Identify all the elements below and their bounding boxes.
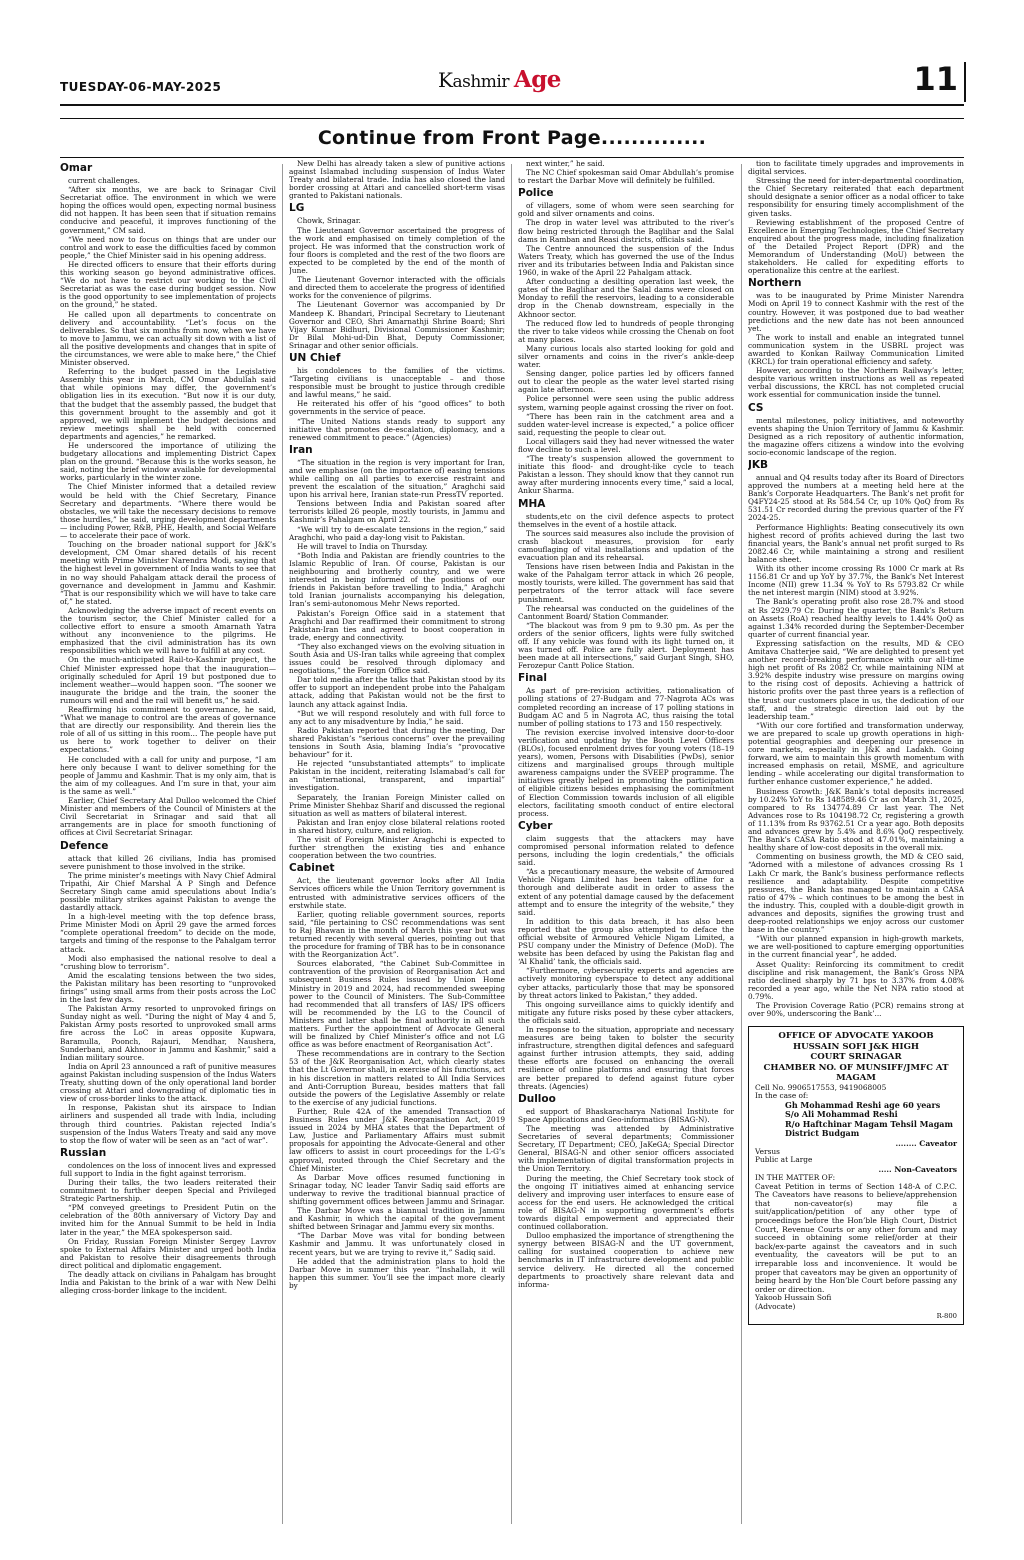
notice-text: Public at Large [755,1155,813,1165]
article-paragraph: claim suggests that the attackers may have compromised personal information related to defence persons, including the login credentials,” the officials said. [518,833,734,868]
article-paragraph: “The situation in the region is very important for Iran, and we emphasise (on the importance of) easing tensions while calling on all parties to exercise restraint and prevent the escalation of the situation,” Araghchi said upon his arrival here, Iranian state-run PressTV reported. [289,457,505,500]
article-paragraph: The Bank’s operating profit also rose 28.7% and stood at Rs 2929.79 Cr. During the quarter, the Bank’s Return on Assets (RoA) reached healthy levels to 1.44% QoQ as against 1.34% recorded during the September-December quarter of current financial year. [748,597,964,639]
article-heading: Police [518,187,554,200]
article-paragraph: Radio Pakistan reported that during the meeting, Dar shared Pakistan’s “serious concerns” over the prevailing tensions in South Asia, blaming India’s “provocative behaviour” for it. [289,725,505,760]
article-paragraph: next winter,” he said. [526,160,605,168]
article-paragraph: In response to the situation, appropriate and necessary measures are being taken to bolster the security infrastructure, strengthen digital defences and safeguard against further intrusion attempts, they said, adding these efforts are focused on enhancing the overall resilience of online platforms and ensuring that forces are better prepared to defend against future cyber threats. (Agencies) [518,1025,734,1091]
article-paragraph: Referring to the budget passed in the Legislative Assembly this year in March, CM Omar Abdullah said that while opinions may differ, the government’s obligation lies in its execution. “But now it is our duty, that the budget that the assembly passed, the budget that this government brought to the assembly and got it approved, we will implement the budget decisions and review meetings shall be held with concerned departments and agencies,” he remarked. [60,367,276,441]
article-paragraph: “We will try to de-escalate tensions in the region,” said Araghchi, who paid a day-long visit to Pakistan. [289,524,505,542]
section-title: Continue from Front Page.............. [317,127,707,149]
article-paragraph: Asset Quality: Reinforcing its commitment to credit discipline and risk management, the Bank’s Gross NPA ratio declined sharply by 71 bps to 3.37% from 4.08% recorded a year ago, while the Net NPA ratio stood at 0.79%. [748,959,964,1001]
notice-body: Caveat Petition in terms of Section 148-A of C.P.C. The Caveators have reasons to believe/apprehension that non-caveator(s) may file a suit/application/petition of any other type of proceedings before the Hon’ble High Court, District Court, Revenue Courts or any other forum and may succeed in obtaining some relief/order at their back/ex-parte against the caveators and in such eventuality, the caveators will be put to an irreparable loss and inconvenience. It would be proper that caveators may be given an opportunity of being heard by the Hon’ble Court before passing any order or direction. [755,1181,957,1294]
article-heading: LG [289,202,305,215]
notice-role: (Advocate) [755,1301,796,1311]
article-heading: MHA [518,497,546,510]
article-paragraph: As Darbar Move offices resumed functioning in Srinagar today, NC leader Tanvir Sadiq said efforts are underway to revive the traditional biannual practice of shifting government offices between Jammu and Srinagar. [289,1172,505,1206]
article-paragraph: This ongoing surveillance aims to quickly identify and mitigate any future risks posed by these cyber attackers, the officials said. [518,999,734,1025]
article-paragraph: He reiterated his offer of his “good offices” to both governments in the service of peace. [289,399,505,417]
article-columns [60,160,964,1530]
article-paragraph: Local villagers said they had never witnessed the water flow decline to such a level. [518,436,734,454]
article-paragraph: Expressing satisfaction on the results, MD & CEO Amitava Chatterjee said, “We are delighted to present yet another record-breaking performance with our all-time high net profit of Rs 2082 Cr, while maintaining NIM at 3.92% despite industry wise pressure on margins owing to the rising cost of deposits. Achieving a hattrick of historic profits over the past three years is a reflection of the trust our customers place in us, the dedication of our staff, and the strategic direction laid out by the leadership team.” [748,638,964,721]
logo-ashmir: ashmir [452,72,514,92]
notice-caveator: ........ Caveator [895,1138,957,1148]
article-paragraph: “The blackout was from 9 pm to 9.30 pm. As per the orders of the senior officers, lights were fully switched off. If any vehicle was found with its light turned on, it was turned off. Police are fully alert. Deployment has been made at all intersections,” said Gurjant Singh, SHO, Ferozepur Cantt Police Station. [518,620,734,671]
newspaper-logo [438,66,561,93]
page-number: 11 [913,60,958,98]
article-paragraph: Sensing danger, police parties led by officers fanned out to clear the people as the water level started rising again late afternoon. [518,369,734,395]
article-paragraph: current challenges. [68,176,140,185]
article-paragraph: Amid the escalating tensions between the two sides, the Pakistan military has been resorting to “unprovoked firings” using small arms from their posts across the LoC in the last few days. [60,970,276,1005]
article-paragraph: “The Darbar Move was vital for bonding between Kashmir and Jammu. It was unfortunately closed in recent years, but we are trying to revive it,” Sadiq said. [289,1231,505,1257]
article-heading: CS [748,401,764,414]
article-paragraph: The Chief Minister informed that a detailed review would be held with the Chief Secretary, Finance Secretary and departments. “Where there would be obstacles, we will take the necessary decisions to remove those hurdles,” he said, urging development departments — including Power, R&B, PHE, Health, and Social Welfare — to accelerate their pace of work. [60,482,276,541]
article-paragraph: “They also exchanged views on the evolving situation in South Asia and US-Iran talks while agreeing that complex issues could be resolved through diplomacy and negotiations,” the Foreign Office said. [289,641,505,676]
article-heading: Northern [748,277,802,290]
article-paragraph: In response, Pakistan shut its airspace to Indian airliners and suspended all trade with India, including through third countries. Pakistan rejected India’s suspension of the Indus Waters Treaty and said any move to stop the flow of water will be seen as an “act of war”. [60,1103,276,1145]
issue-date: TUESDAY-06-MAY-2025 [60,80,222,94]
notice-party: S/o Ali Mohammad Reshi [785,1109,898,1120]
notice-title: COURT SRINAGAR [810,1052,902,1063]
article-paragraph: “We need now to focus on things that are under our control and work to ease the difficulties faced by common people,” the Chief Minister said in his opening address. [60,234,276,260]
article-paragraph: The Centre announced the suspension of the Indus Waters Treaty, which has governed the use of the Indus river and its tributaries between India and Pakistan since 1960, in wake of the April 22 Pahalgam attack. [518,243,734,278]
article-paragraph: The drop in water level was attributed to the river’s flow being restricted through the Baglihar and the Salal dams in Ramban and Reasi districts, officials said. [518,218,734,244]
article-paragraph: “The treaty’s suspension allowed the government to initiate this flood- and drought-like cycle to teach Pakistan a lesson. They should know that they cannot run away after murdering innocents every time,” said a local, Ankur Sharma. [518,454,734,496]
article-paragraph: of villagers, some of whom were seen searching for gold and silver ornaments and coins. [518,201,734,219]
article-paragraph: “With our planned expansion in high-growth markets, we are well-positioned to capture emerging opportunities in the current financial year”, he added. [748,934,964,960]
article-paragraph: Police personnel were seen using the public address system, warning people against crossing the river on foot. [518,394,734,412]
notice-non-caveators: ..... Non-Caveators [878,1165,957,1175]
article-paragraph: Earlier, quoting reliable government sources, reports said, “file pertaining to CSC recommendations was sent to Raj Bhawan in the month of March this year but was returned recently with several queries, pointing out that the procedure for framing of TBR has to be in consonance with the Reorganization Act”. [289,909,505,960]
article-paragraph: was to be inaugurated by Prime Minister Narendra Modi on April 19 to connect Kashmir with the rest of the country. However, it was postponed due to bad weather predictions and the new date has not been announced yet. [748,291,964,333]
article-paragraph: annual and Q4 results today after its Board of Directors approved the numbers at a meeting held here at the Bank’s Corporate Headquarters. The Bank’s net profit for Q4FY24-25 stood at Rs 584.54 Cr, up 10% QoQ from Rs 531.51 Cr recorded during the previous quarter of the FY 2024-25. [748,473,964,523]
article-heading: UN Chief [289,351,341,364]
article-paragraph: Sources elaborated, “the Cabinet Sub-Committee in contravention of the provision of Reorganisation Act and subsequent Business Rules issued by Union Home Ministry in 2019 and 2024, had recommended sweeping power to the Council of Ministers. The Sub-Committee had recommended that all transfers of IAS/ IPS officers will be recommended by the LG to the Council of Ministers and latter shall be final authority in all such matters. Further the appointment of Advocate General will be finalized by Chief Minister’s office and not LG office as was before enactment of Reorganisation Act”. [289,959,505,1050]
article-paragraph: condolences on the loss of innocent lives and expressed full support to India in the fight against terrorism. [60,1160,276,1178]
article-paragraph: The prime minister’s meetings with Navy Chief Admiral Tripathi, Air Chief Marshal A P Singh and Defence Secretary Singh came amid speculations about India’s possible military strikes against Pakistan to avenge the dastardly attack. [60,870,276,913]
article-paragraph: Reviewing establishment of the proposed Centre of Excellence in Emerging Technologies, the Chief Secretary enquired about the progress made, including finalization of the Detailed Project Report (DPR) and the Memorandum of Understanding (MoU) between the stakeholders. He called for expediting efforts to operationalize this centre at the earliest. [748,217,964,276]
notice-party: R/o Haftchinar Magam Tehsil Magam [785,1118,953,1129]
article-paragraph: Tensions have risen between India and Pakistan in the wake of the Pahalgam terror attack in which 26 people, mostly tourists, were killed. The government has said that perpetrators of the terror attack will face severe punishment. [518,562,734,604]
article-paragraph: “With our core fortified and transformation underway, we are prepared to scale up growth operations in high-potential geographies and deepening our presence in core markets, especially in J&K and Ladakh. Going forward, we aim to maintain this growth momentum with increased emphasis on retail, MSME, and agriculture lending – while accelerating our digital transformation to further enhance customer experience,” he added. [748,720,964,787]
article-paragraph: However, according to the Northern Railway’s letter, despite various written instructions as well as repeated verbal discussions, the KRCL has not completed crucial work essential for communication inside the tunnel. [748,366,964,400]
article-heading: Iran [289,443,313,456]
article-paragraph: The reduced flow led to hundreds of people thronging the river to take videos while crossing the Chenab on foot at many places. [518,318,734,344]
article-paragraph: “After six months, we are back to Srinagar Civil Secretariat office. The environment in which we were hoping the offices would open, expecting normal business did not happen. It has been seen that if situation remains conducive and peaceful, it improves functioning of the government,” CM said. [60,185,276,235]
notice-text: IN THE MATTER OF: [755,1173,836,1183]
notice-party: Gh Mohammad Reshi age 60 years [785,1099,941,1110]
column-2 [289,160,505,1530]
article-paragraph: Pakistan and Iran enjoy close bilateral relations rooted in shared history, culture, and religion. [289,817,505,835]
article-paragraph: Tensions between India and Pakistan soared after terrorists killed 26 people, mostly tourists, in Jammu and Kashmir’s Pahalgam on April 22. [289,499,505,525]
article-paragraph: Act, the lieutenant governor looks after All India Services officers while the Union Territory government is entrusted with administrative services officers of the erstwhile state. [289,876,505,910]
article-paragraph: Further, Rule 42A of the amended Transaction of Business Rules under J&K Reorganisation Act, 2019 issued in 2024 by MHA states that the Department of Law, Justice and Parliamentary Affairs must submit proposals for appointing the Advocate-General and other law officers to assist in court proceedings for the L-G’s approval, routed through the Chief Secretary and the Chief Minister. [289,1106,505,1173]
article-paragraph: He called upon all departments to concentrate on delivery and accountability. “Let’s focus on the deliverables. So that six months from now, when we have to move to Jammu, we can actually sit down with a list of all the positive developments and changes that in spite of the circumstances, we were able to make here,” the Chief Minister observed. [60,309,276,368]
article-paragraph: On Friday, Russian Foreign Minister Sergey Lavrov spoke to External Affairs Minister and urged both India and Pakistan to resolve their disagreements through direct political and diplomatic engagement. [60,1236,276,1270]
notice-text: Versus [755,1146,780,1156]
article-paragraph: “There has been rain in the catchment area and a sudden water-level increase is expected,” a police officer said, requesting the people to clear out. [518,411,734,437]
article-paragraph: The Lieutenant Governor was accompanied by Dr Mandeep K. Bhandari, Principal Secretary to Lieutenant Governor and CEO, Shri Amarnathji Shrine Board; Shri Vijay Kumar Bidhuri, Divisional Commissioner Kashmir; Dr Bilal Mohi-ud-Din Bhat, Deputy Commissioner, Srinagar and other senior officials. [289,300,505,350]
article-paragraph: Commenting on business growth, the MD & CEO said, “Adorned with a milestone of advances crossing Rs 1 Lakh Cr mark, the Bank’s business performance reflects resilience and adaptability. Despite competitive pressures, the Bank has managed to maintain a CASA ratio of 47% – which continues to be among the best in the industry. This, coupled with a double-digit growth in advances and deposits, signifies the growing trust and deep-rooted relationships we enjoy across our customer base in the country.” [748,852,964,935]
article-paragraph: mental milestones, policy initiatives, and noteworthy events shaping the Union Territory of Jammu & Kashmir. Designed as a rich repository of authentic information, the magazine offers citizens a window into the evolving socio-economic landscape of the region. [748,415,964,457]
notice-title: MAGAM [836,1073,876,1084]
article-paragraph: In a high-level meeting with the top defence brass, Prime Minister Modi on April 29 gave the armed forces “complete operational freedom” to decide on the mode, targets and timing of the response to the Pahalgam terror attack. [60,912,276,954]
notice-signatory: Yakoob Hussain Sofi [755,1293,832,1303]
notice-party: District Budgam [785,1128,860,1139]
notice-phone: Cell No. 9906517553, 9419068005 [755,1082,887,1092]
article-paragraph: Chowk, Srinagar. [297,216,361,226]
column-divider [282,164,283,1524]
article-paragraph: The visit of Foreign Minister Araghchi is expected to further strengthen the existing ties and enhance cooperation between the two countries. [289,835,505,861]
article-paragraph: tion to facilitate timely upgrades and improvements in digital services. [748,160,964,177]
article-paragraph: “Furthermore, cybersecurity experts and agencies are actively monitoring cyberspace to detect any additional cyber attacks, particularly those that may be sponsored by threat actors linked to Pakistan,” they added. [518,966,734,1000]
article-paragraph: his condolences to the families of the victims. “Targeting civilians is unacceptable – and those responsible must be brought to justice through credible and lawful means,” he said. [289,365,505,400]
article-heading: Cabinet [289,862,335,875]
column-divider [511,164,512,1524]
section-banner [60,118,964,158]
article-paragraph: With its other income crossing Rs 1000 Cr mark at Rs 1156.81 Cr and up YoY by 37.7%, the Bank’s Net Interest Income (NII) grew 11.34 % YoY to Rs 5793.82 Cr while the net interest margin (NIM) stood at 3.92%. [748,564,964,598]
article-paragraph: Reaffirming his commitment to governance, he said, “What we manage to control are the areas of governance that are directly our responsibility. And therein lies the role of all of us sitting in this room… The people have put us here to work together to deliver on their expectations.” [60,705,276,755]
article-paragraph: “The United Nations stands ready to support any initiative that promotes de-escalation, diplomacy, and a renewed commitment to peace.” (Agencies) [289,416,505,442]
article-heading: Russian [60,1146,107,1159]
article-paragraph: The Darbar Move was a biannual tradition in Jammu and Kashmir, in which the capital of the government shifted between Srinagar and Jammu every six months. [289,1206,505,1232]
article-paragraph: During the meeting, the Chief Secretary took stock of the ongoing IT initiatives aimed at enhancing service delivery and improving user interfaces to ensure ease of access for the end users. He acknowledged the critical role of BISAG-N in supporting government’s efforts towards digital empowerment and appreciated their continued collaboration. [518,1173,734,1232]
column-3 [518,160,734,1530]
article-paragraph: These recommendations are in contrary to the Section 53 of the J&K Reorganisation Act, which clearly states that the Lt Governor shall, in exercise of his functions, act in his discretion in matters related to All India Services and Anti-Corruption Bureau, besides matters that fall outside the powers of the Legislative Assembly or relate to the exercise of any judicial functions. [289,1049,505,1107]
article-paragraph: The deadly attack on civilians in Pahalgam has brought India and Pakistan to the brink of a war with New Delhi alleging cross-border linkage to the incident. [60,1270,276,1296]
article-paragraph: students,etc on the civil defence aspects to protect themselves in the event of a hostile attack. [518,511,734,529]
article-paragraph: The work to install and enable an integrated tunnel communication system in the USBRL project was awarded to Konkan Railway Communication Limited (KRCL) for train operational efficiency and safety. [748,332,964,367]
article-heading: Cyber [518,819,553,832]
article-paragraph: He concluded with a call for unity and purpose, “I am here only because I want to deliver something for the people of Jammu and Kashmir. That is my only aim, that is the aim of my colleagues. And I’m sure in that, your aim is the same as well.” [60,754,276,796]
notice-title: OFFICE OF ADVOCATE YAKOOB [778,1031,934,1042]
article-paragraph: On the much-anticipated Rail-to-Kashmir project, the Chief Minister expressed hope that the inauguration—originally scheduled for April 19 but postponed due to inclement weather—would happen soon. “The sooner we inaugurate the bridge and the train, the sooner the rumours will end and the rail will benefit us,” he said. [60,655,276,705]
notice-code: R-800 [936,1311,957,1320]
header-divider [964,62,966,102]
article-paragraph: Earlier, Chief Secretary Atal Dulloo welcomed the Chief Minister and members of the Council of Ministers at the Civil Secretariat in Srinagar and said that all arrangements are in place for smooth functioning of offices at Civil Secretariat Srinagar. [60,796,276,838]
article-paragraph: India on April 23 announced a raft of punitive measures against Pakistan including suspension of the Indus Waters Treaty, shutting down of the only operational land border crossing at Attari and downgrading of diplomatic ties in view of cross-border links to the attack. [60,1061,276,1104]
article-paragraph: The Lieutenant Governor interacted with the officials and directed them to accelerate the progress of identified works for the convenience of pilgrims. [289,275,505,301]
column-divider [741,164,742,1524]
article-heading: Defence [60,839,109,852]
article-paragraph: Business Growth: J&K Bank’s total deposits increased by 10.24% YoY to Rs 148589.46 Cr as on March 31, 2025, compared to Rs 134774.89 Cr last year. The Net Advances rose to Rs 104198.72 Cr, registering a growth of 11.13% from Rs 93762.51 Cr a year ago. Both deposits and advances grew by 5.4% and 8.6% QoQ respectively. The Bank’s CASA Ratio stood at 47.01%, maintaining a healthy share of low-cost deposits in the overall mix. [748,786,964,853]
article-paragraph: The Lieutenant Governor ascertained the progress of the work and emphasised on timely completion of the project. He was informed that the construction work of four floors is completed and the rest of the two floors are expected to be completed by the end of the month of June. [289,225,505,276]
article-paragraph: He directed officers to ensure that their efforts during this working season go beyond administrative offices. “We do not have to restrict our working to the Civil Secretariat as was the case during budget session. Now is the good opportunity to see implementation of projects on the ground,” he stated. [60,259,276,310]
article-paragraph: After conducting a desilting operation last week, the gates of the Baglihar and the Salal dams were closed on Monday to refill the reservoirs, leading to a considerable drop in the Chenab downstream, especially in the Akhnoor sector. [518,277,734,319]
article-paragraph: Performance Highlights: Beating consecutively its own highest record of profits achieved during the last two financial years, the Bank’s annual net profit surged to Rs 2082.46 Cr, while maintaining a strong and resilient balance sheet. [748,522,964,564]
column-4 [748,160,964,1530]
article-paragraph: The sources said measures also include the provision of crash blackout measures, provision for early camouflaging of vital installations and updation of the evacuation plan and its rehearsal. [518,528,734,563]
article-paragraph: Touching on the broader national support for J&K’s development, CM Omar shared details of his recent meeting with Prime Minister Narendra Modi, saying that the highest level in government of India wants to see that in no way should Pahalgam attack derail the process of governance and development in Jammu and Kashmir. “That is our responsibility which we will have to take care of,” he stated. [60,540,276,606]
article-paragraph: Stressing the need for inter-departmental coordination, the Chief Secretary reiterated that each department should designate a senior officer as a nodal officer to take responsibility for ensuring timely accomplishment of the given tasks. [748,176,964,218]
article-paragraph: “Both India and Pakistan are friendly countries to the Islamic Republic of Iran. Of course, Pakistan is our neighbouring and brotherly country, and we were interested in being informed of the positions of our friends in Pakistan before travelling to India,” Araghchi told Iranian journalists accompanying his delegation, Iran’s semi-autonomous Mehr News reported. [289,550,505,609]
article-paragraph: Acknowledging the adverse impact of recent events on the tourism sector, the Chief Minister called for a collective effort to ensure a smooth Amarnath Yatra without any inconvenience to the pilgrims. He emphasized that the civil administration has its own responsibilities which we will have to fulfill at any cost. [60,605,276,656]
article-paragraph: New Delhi has already taken a slew of punitive actions against Islamabad including suspension of Indus Water Treaty and bilateral trade. India has also closed the land border crossing at Attari and cancelled short-term visas granted to Pakistani nationals. [289,160,505,201]
notice-title: HUSSAIN SOFI J&K HIGH [792,1041,920,1052]
article-paragraph: The rehearsal was conducted on the guidelines of the Cantonment Board/ Station Commander. [518,603,734,621]
article-paragraph: In addition to this data breach, it has also been reported that the group also attempted to deface the official website of Armoured Vehicle Nigam Limited, a PSU company under the Ministry of Defence (MoD). The website has been defaced by using the Pakistan flag and ‘Al Khalid’ tank, the officials said. [518,916,734,967]
article-heading: Dulloo [518,1092,556,1105]
legal-notice [748,1026,964,1324]
notice-text: In the case of: [755,1091,809,1101]
notice-title: CHAMBER NO. OF MUNSIFF/JMFC AT [763,1062,949,1073]
masthead [60,62,964,102]
article-heading: JKB [748,459,769,471]
article-paragraph: The meeting was attended by Administrative Secretaries of several departments; Commissioner Secretary, IT Department; CEO, JaKeGA; Special Director General, BISAG-N and other senior officers associated with implementation of digital transformation projects in the Union Territory. [518,1123,734,1174]
column-1 [60,160,276,1530]
article-paragraph: As part of pre-revision activities, rationalisation of polling stations of 27-Budgam and 77-Nagrota ACs was completed recording an increase of 17 polling stations in Budgam AC and 5 in Nagrota AC, thus raising the total number of polling stations to 173 and 150 respectively. [518,686,734,728]
article-paragraph: He underscored the importance of utilizing the budgetary allocations and implementing District Capex plan on the ground. “Because this is the works season, he said, noting the brief window available for developmental works, particularly in the winter zone. [60,441,276,483]
article-paragraph: He added that the administration plans to hold the Darbar Move in summer this year. “Inshallah, it will happen this summer. You’ll see the impact more clearly by [289,1256,505,1290]
article-paragraph: Pakistan’s Foreign Office said in a statement that Araghchi and Dar reaffirmed their commitment to strong Pakistan-Iran ties and agreed to boost cooperation in trade, energy and connectivity. [289,608,505,642]
article-paragraph: attack that killed 26 civilians, India has promised severe punishment to those involved in the strike. [60,853,276,871]
article-paragraph: Modi also emphasised the national resolve to deal a “crushing blow to terrorism”. [60,953,276,971]
logo-k: K [438,68,453,92]
article-paragraph: “As a precautionary measure, the website of Armoured Vehicle Nigam Limited has been taken offline for a thorough and deliberate audit in order to assess the extent of any potential damage caused by the defacement attempt and to ensure the integrity of the website,” they said. [518,867,734,917]
article-paragraph: The NC Chief spokesman said Omar Abdullah’s promise to restart the Darbar Move will definitely be fulfilled. [518,168,734,186]
article-paragraph: During their talks, the two leaders reiterated their commitment to further deepen Special and Privileged Strategic Partnership. [60,1177,276,1204]
article-paragraph: Dar told media after the talks that Pakistan stood by its offer to support an independent probe into the Pahalgam attack, adding that Pakistan would not be the first to launch any attack against India. [289,675,505,709]
article-paragraph: ed support of Bhaskaracharya National Institute for Space Applications and Geo-informatics (BISAG-N). [518,1106,734,1124]
article-paragraph: The Pakistan Army resorted to unprovoked firings on Sunday night as well. “During the night of May 4 and 5, Pakistan Army posts resorted to unprovoked small arms fire across the LoC in areas opposite Kupwara, Baramulla, Poonch, Rajauri, Mendhar, Naushera, Sunderbani, and Akhnoor in Jammu and Kashmir,” said a Indian military source. [60,1004,276,1062]
article-paragraph: “But we will respond resolutely and with full force to any act to any misadventure by India,” he said. [289,708,505,726]
article-heading: Omar [60,162,93,174]
article-paragraph: He will travel to India on Thursday. [297,541,428,551]
article-paragraph: He rejected “unsubstantiated attempts” to implicate Pakistan in the incident, reiterating Islamabad’s call for an “international, transparent, and impartial” investigation. [289,759,505,793]
article-paragraph: “PM conveyed greetings to President Putin on the celebration of the 80th anniversary of Victory Day and invited him for the Annual Summit to be held in India later in the year,” the MEA spokesperson said. [60,1203,276,1237]
article-paragraph: The Provision Coverage Ratio (PCR) remains strong at over 90%, underscoring the Bank’... [748,1001,964,1019]
article-paragraph: The revision exercise involved intensive door-to-door verification and updating by the Booth Level Officers (BLOs), focused enrolment drives for young voters (18–19 years), women, Persons with Disabilities (PwDs), senior citizens and marginalised groups through multiple awareness campaigns under the SVEEP programme. The initiatives greatly helped in promoting the participation of eligible citizens besides emphasising the commitment of Election Commission towards inclusion of all eligible electors, facilitating smooth conduct of entire electoral process. [518,727,734,818]
header-rule [60,104,964,106]
article-heading: Final [518,672,547,685]
logo-age: Age [513,66,561,93]
article-paragraph: Separately, the Iranian Foreign Minister called on Prime Minister Shehbaz Sharif and discussed the regional situation as well as matters of bilateral interest. [289,792,505,818]
article-paragraph: Many curious locals also started looking for gold and silver ornaments and coins in the river’s ankle-deep water. [518,343,734,370]
article-paragraph: Dulloo emphasized the importance of strengthening the synergy between BISAG-N and the UT government, calling for sustained cooperation to achieve new benchmarks in IT infrastructure development and public service delivery. He directed all the concerned departments to proactively share relevant data and informa- [518,1231,734,1289]
